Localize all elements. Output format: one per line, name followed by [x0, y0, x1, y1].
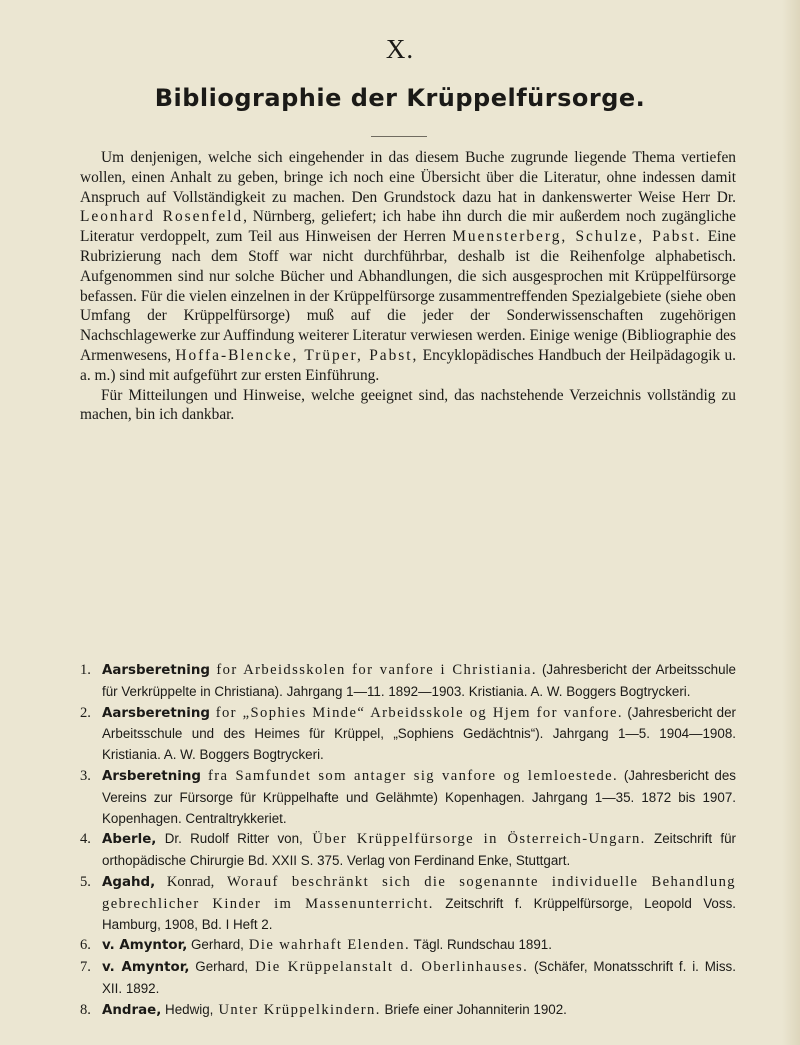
- entry-author-rest: Gerhard,: [187, 937, 244, 953]
- entry-number: 7.: [80, 959, 91, 976]
- bibliography-entry: [80, 1000, 736, 1022]
- chapter-title: Bibliographie der Krüppelfürsorge.: [154, 84, 646, 112]
- entry-number: 3.: [80, 767, 91, 784]
- entry-title: for „Sophies Minde“ Arbeidsskole og Hjem for vanfore.: [209, 704, 623, 721]
- intro-text-run: Eine Rubrizierung nach dem Stoff war nicht durchführbar, deshalb ist die Reihenfolge alphabetisch. Aufgenommen sind nur solche Bücher und Abhandlungen, die sich ausgesprochen mit Krüppelfürsorge befassen. Für die vielen einzelnen in der Krüppelfürsorge zusammentreffenden Spezialgebiete (siehe oben Umfang der Krüppelfürsorge) muß auf die jeder der Sonderwissenschaften zugehörigen Nachschlagewerke zur Auffindung weiterer Literatur verwiesen werden. Einige wenige (Bibliographie des Armenwesens,: [80, 228, 736, 364]
- entry-author-rest: Hedwig,: [161, 1001, 214, 1017]
- entry-title: fra Samfundet som antager sig vanfore og lemloestede.: [200, 767, 619, 784]
- bibliography-entry: [80, 703, 736, 766]
- bibliography-entry: [80, 829, 736, 872]
- entry-details: Tägl. Rundschau 1891.: [410, 937, 552, 953]
- entry-author: Aberle,: [102, 832, 157, 848]
- bibliography-entry: [80, 935, 736, 957]
- entry-details: Briefe einer Johanniterin 1902.: [380, 1001, 567, 1017]
- intro-text-run: Um denjenigen, welche sich eingehender in das diesem Buche zugrunde liegende Thema vertiefen wollen, einen Anhalt zu geben, bringe ich noch eine Übersicht über die Literatur, ohne indessen damit Anspruch auf Vollständigkeit zu machen. Den Grundstock dazu hat in dankenswerter Weise Herr Dr.: [80, 149, 736, 206]
- intro-paragraph-2: Für Mitteilungen und Hinweise, welche geeignet sind, das nachstehende Verzeichnis vollständig zu machen, bin ich dankbar.: [80, 386, 736, 424]
- bibliography-entry: [80, 872, 736, 935]
- entry-title: for Arbeidsskolen for vanfore i Christiania.: [209, 662, 537, 678]
- page-edge-shadow: [782, 0, 800, 1045]
- entry-details: (Jahresbericht des Vereins zur Fürsorge für Krüppelhafte und Gelähmte) Kopenhagen. Jahrgang 1—35. 1872 bis 1907. Kopenhagen. Centraltrykkeriet.: [102, 767, 736, 826]
- spaced-name: Leonhard Rosenfeld: [80, 208, 244, 226]
- entry-author: Agahd,: [102, 874, 156, 890]
- entry-title: Über Krüppelfürsorge in Österreich-Ungarn.: [302, 831, 646, 848]
- entry-author: Andrae,: [102, 1002, 162, 1018]
- entry-details: (Schäfer, Monatsschrift f. i. Miss. XII. 1892.: [102, 959, 736, 996]
- bibliography-entry: [80, 957, 736, 1000]
- intro-paragraph-1: [80, 148, 736, 386]
- entry-author: Aarsberetning: [102, 663, 210, 678]
- entry-number: 4.: [80, 831, 91, 848]
- entry-title: Worauf beschränkt sich die sogenannte individuelle Behandlung gebrechlicher Kinder im Massenunterricht.: [102, 873, 736, 912]
- entry-details: (Jahresbericht der Arbeitsschule für Verkrüppelte in Christiana). Jahrgang 1—11. 1892—1903. Kristiania. A. W. Boggers Bogtryckeri.: [102, 662, 736, 699]
- intro-text-run: Encyklopädisches Handbuch der Heilpädagogik u. a. m.) sind mit aufgeführt zur ersten Einführung.: [80, 346, 736, 384]
- entry-title: Die wahrhaft Elenden.: [243, 937, 411, 954]
- spaced-names: Muensterberg, Schulze, Pabst.: [452, 228, 702, 246]
- entry-title: Die Krüppelanstalt d. Oberlinhauses.: [248, 959, 529, 976]
- entry-details: (Jahresbericht der Arbeitsschule und des Heimes für Krüppel, „Sophiens Gedächtnis“). Jahrgang 1—5. 1904—1908. Kristiania. A. W. Boggers Bogtryckeri.: [102, 704, 737, 763]
- entry-number: 2.: [80, 704, 91, 721]
- entry-title: Unter Krüppelkindern.: [213, 1001, 381, 1018]
- entry-number: 5.: [80, 873, 91, 890]
- entry-author: Aarsberetning: [102, 705, 210, 721]
- entry-number: 8.: [80, 1001, 91, 1018]
- chapter-number: X.: [385, 34, 415, 64]
- bibliography-list: [80, 660, 736, 1022]
- entry-author: v. Amyntor,: [102, 960, 190, 976]
- entry-author: v. Amyntor,: [102, 938, 188, 954]
- entry-number: 1.: [80, 662, 91, 678]
- entry-details: Zeitschrift f. Krüppelfürsorge, Leopold Voss. Hamburg, 1908, Bd. I Heft 2.: [102, 895, 736, 932]
- entry-number: 6.: [80, 937, 91, 954]
- entry-author-rest: Konrad,: [155, 873, 215, 890]
- intro-text-run: , Nürnberg, geliefert; ich habe ihn durch die mir außerdem noch zugängliche Literatur verdoppelt, zum Teil aus Hinweisen der Herren: [80, 208, 736, 246]
- intro-text: [80, 148, 736, 425]
- spaced-names: Hoffa-Blencke, Trüper, Pabst,: [175, 346, 419, 364]
- entry-details: Zeitschrift für orthopädische Chirurgie Bd. XXII S. 375. Verlag von Ferdinand Enke, Stuttgart.: [102, 831, 736, 869]
- entry-author-rest: Gerhard,: [189, 959, 249, 975]
- entry-author-rest: Dr. Rudolf Ritter von,: [156, 831, 303, 847]
- bibliography-entry: [80, 660, 736, 703]
- entry-author: Arsberetning: [102, 768, 201, 784]
- title-divider: [371, 136, 427, 137]
- bibliography-entry: [80, 766, 736, 829]
